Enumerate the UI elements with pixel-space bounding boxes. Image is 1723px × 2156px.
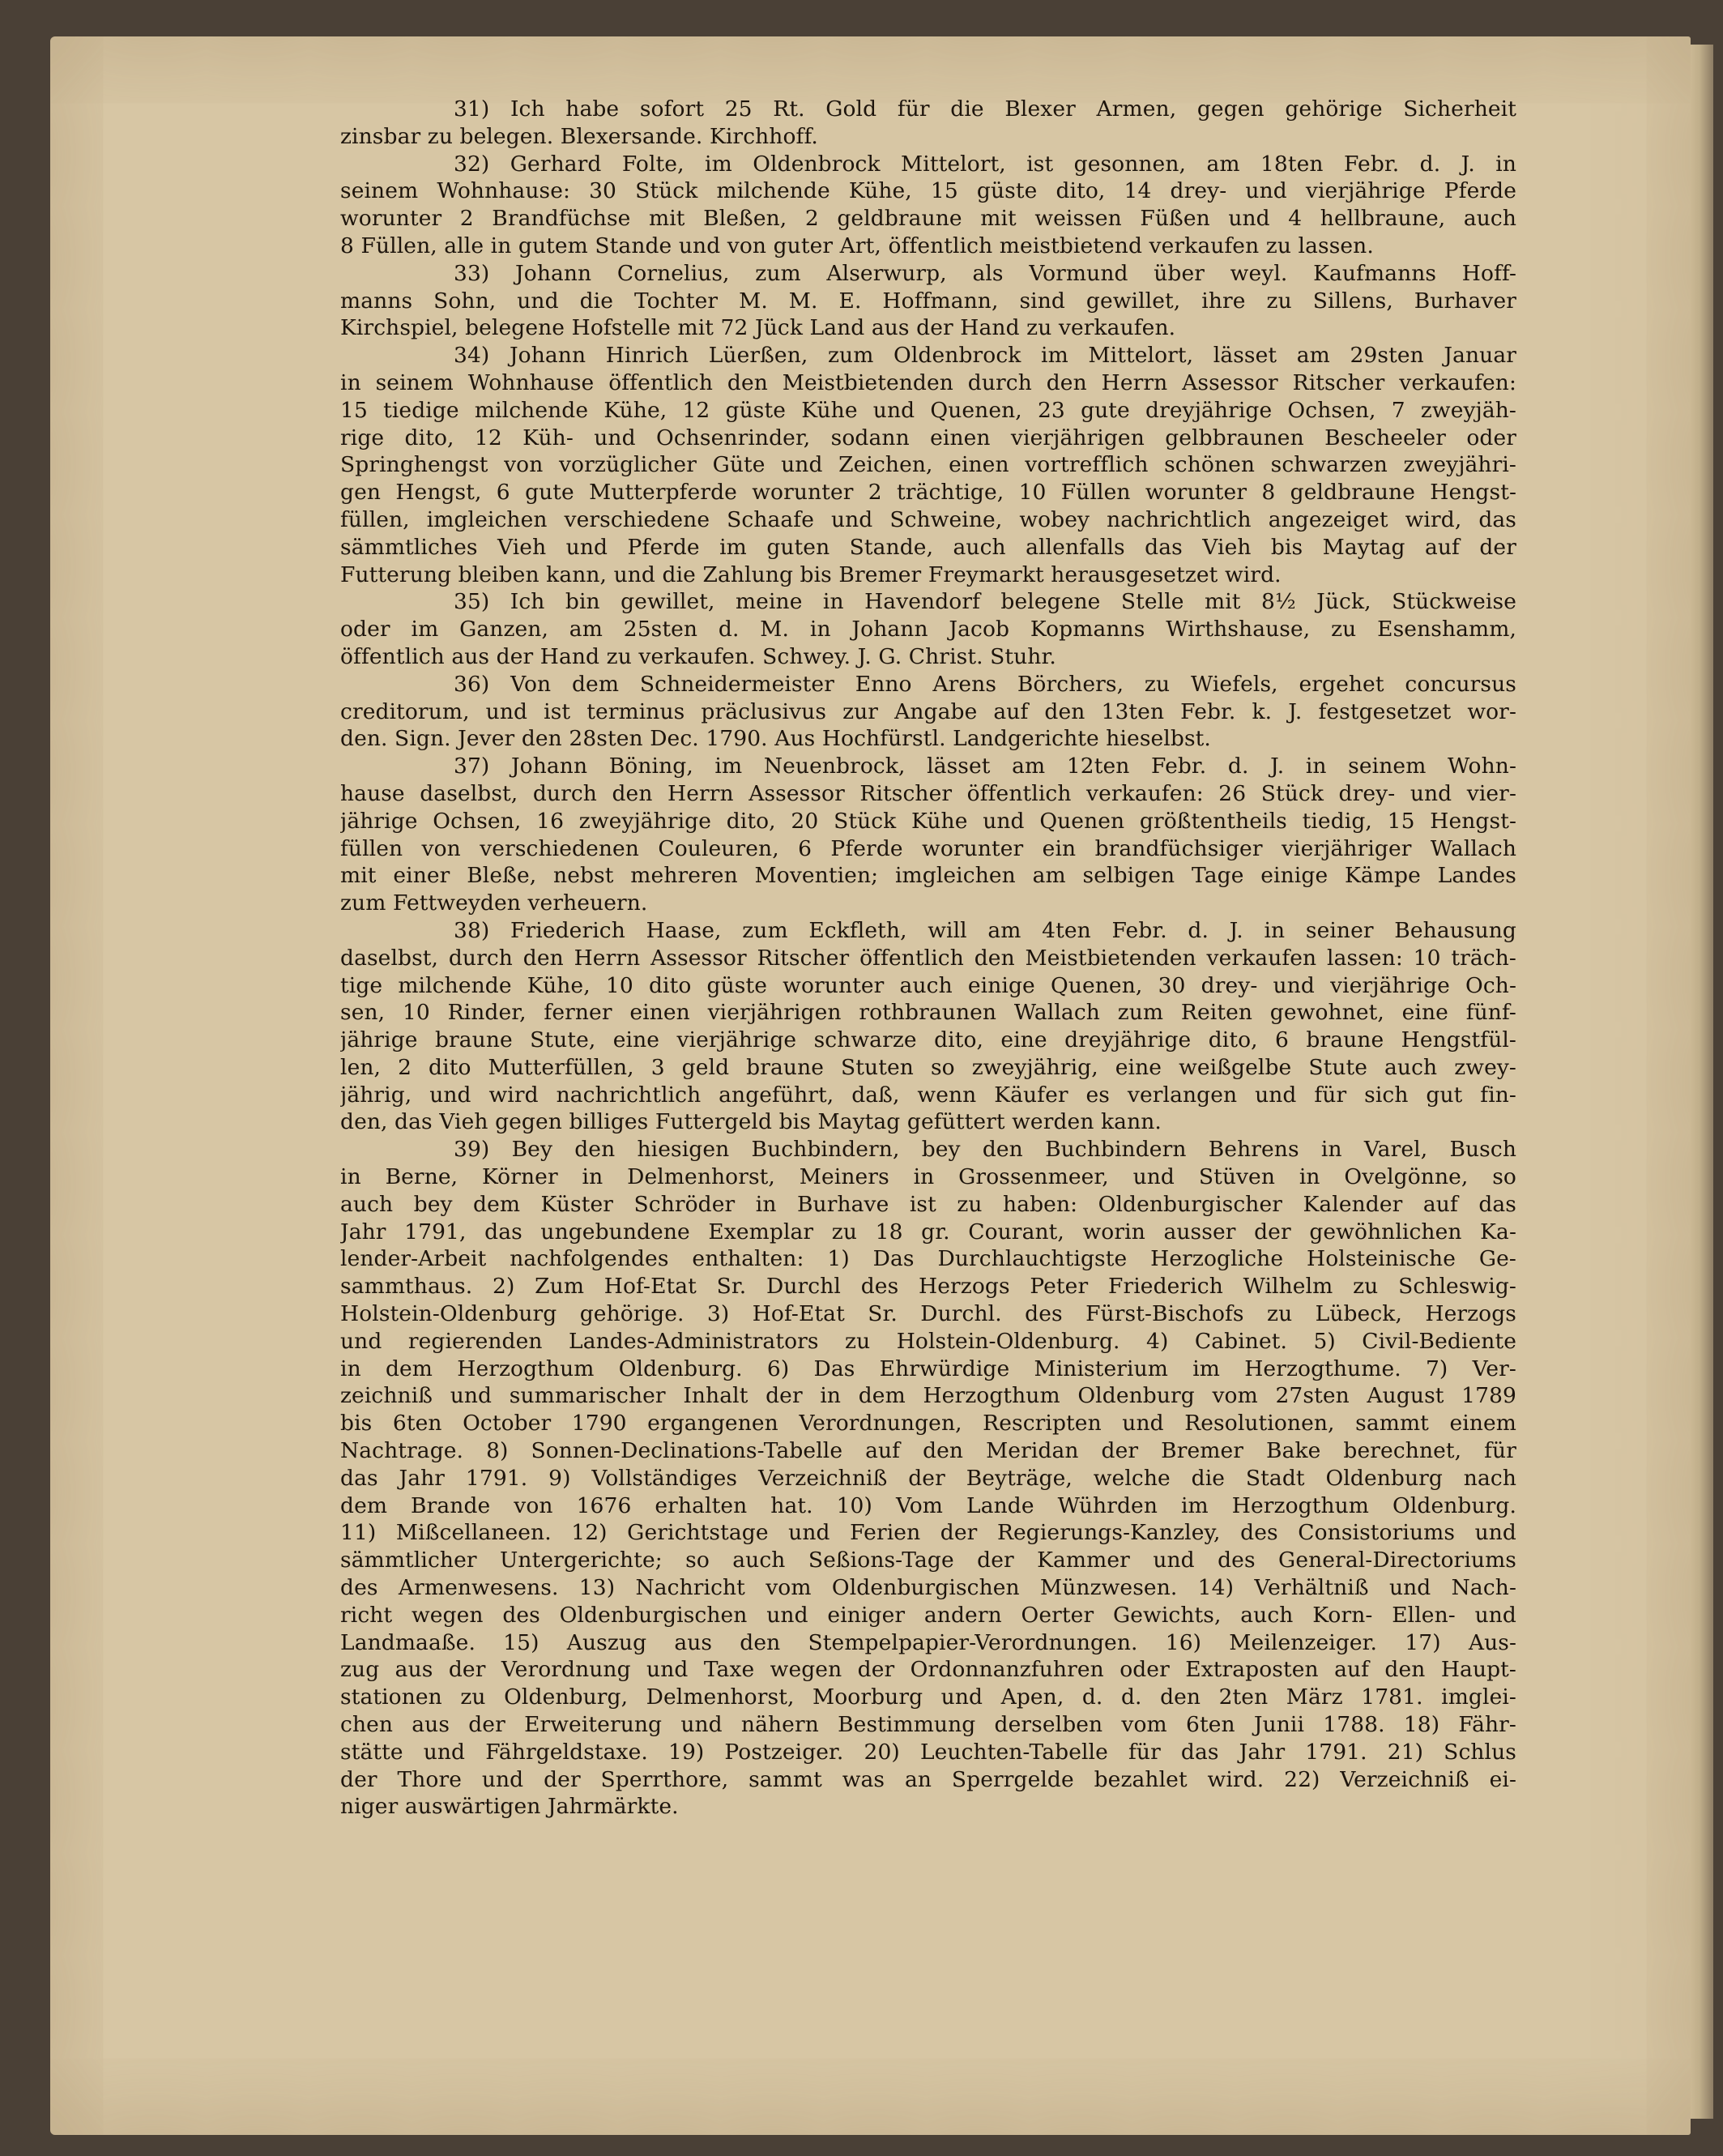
document-text — [340, 96, 1516, 1821]
text-line: gen Hengst, 6 gute Mutterpferde worunter 2 trächtige, 10 Füllen worunter 8 geldbraune Hengst- — [340, 480, 1516, 506]
text-line: 37) Johann Böning, im Neuenbrock, lässet am 12ten Febr. d. J. in seinem Wohn- — [454, 754, 1516, 779]
text-line: sämmtliches Vieh und Pferde im guten Stande, auch allenfalls das Vieh bis Maytag auf der — [340, 534, 1516, 560]
text-line: sen, 10 Rinder, ferner einen vierjährigen rothbraunen Wallach zum Reiten gewohnet, eine fünf- — [340, 1000, 1516, 1026]
text-line: sämmtlicher Untergerichte; so auch Seßions-Tage der Kammer und des General-Directoriums — [340, 1548, 1516, 1573]
text-line: jährige braune Stute, eine vierjährige schwarze dito, eine dreyjährige dito, 6 braune Hengstfül- — [340, 1027, 1516, 1053]
text-line: in dem Herzogthum Oldenburg. 6) Das Ehrwürdige Ministerium im Herzogthume. 7) Ver- — [340, 1356, 1516, 1381]
text-line: 36) Von dem Schneidermeister Enno Arens Börchers, zu Wiefels, ergehet concursus — [454, 671, 1516, 697]
text-line: das Jahr 1791. 9) Vollständiges Verzeichniß der Beyträge, welche die Stadt Oldenburg nach — [340, 1465, 1516, 1491]
text-line: Landmaaße. 15) Auszug aus den Stempelpapier-Verordnungen. 16) Meilenzeiger. 17) Aus- — [340, 1629, 1516, 1655]
text-line: füllen von verschiedenen Couleuren, 6 Pferde worunter ein brandfüchsiger vierjähriger Wallach — [340, 835, 1516, 861]
text-line: rige dito, 12 Küh- und Ochsenrinder, sodann einen vierjährigen gelbbraunen Bescheeler oder — [340, 425, 1516, 450]
text-line: 35) Ich bin gewillet, meine in Havendorf belegene Stelle mit 8½ Jück, Stückweise — [454, 589, 1516, 615]
text-line: 8 Füllen, alle in gutem Stande und von guter Art, öffentlich meistbietend verkaufen zu lassen. — [340, 233, 1374, 258]
text-line: in seinem Wohnhause öffentlich den Meistbietenden durch den Herrn Assessor Ritscher verkaufen: — [340, 369, 1516, 395]
text-line: zeichniß und summarischer Inhalt der in dem Herzogthum Oldenburg vom 27sten August 1789 — [340, 1383, 1516, 1409]
text-line: den. Sign. Jever den 28sten Dec. 1790. Aus Hochfürstl. Landgerichte hieselbst. — [340, 726, 1211, 752]
text-line: des Armenwesens. 13) Nachricht vom Oldenburgischen Münzwesen. 14) Verhältniß und Nach- — [340, 1575, 1516, 1601]
text-line: Holstein-Oldenburg gehörige. 3) Hof-Etat Sr. Durchl. des Fürst-Bischofs zu Lübeck, Herzogs — [340, 1301, 1516, 1327]
text-line: Futterung bleiben kann, und die Zahlung bis Bremer Freymarkt herausgesetzet wird. — [340, 561, 1282, 587]
text-line: lender-Arbeit nachfolgendes enthalten: 1) Das Durchlauchtigste Herzogliche Holsteinische Ge- — [340, 1246, 1516, 1272]
text-line: len, 2 dito Mutterfüllen, 3 geld braune Stuten so zweyjährig, eine weißgelbe Stute auch zwey- — [340, 1054, 1516, 1080]
text-line: 15 tiedige milchende Kühe, 12 güste Kühe und Quenen, 23 gute dreyjährige Ochsen, 7 zweyjäh- — [340, 397, 1516, 423]
text-line: und regierenden Landes-Administrators zu Holstein-Oldenburg. 4) Cabinet. 5) Civil-Bediente — [340, 1328, 1516, 1354]
text-line: 31) Ich habe sofort 25 Rt. Gold für die Blexer Armen, gegen gehörige Sicherheit — [454, 96, 1516, 122]
text-line: chen aus der Erweiterung und nähern Bestimmung derselben vom 6ten Junii 1788. 18) Fähr- — [340, 1712, 1516, 1738]
text-line: sammthaus. 2) Zum Hof-Etat Sr. Durchl des Herzogs Peter Friederich Wilhelm zu Schleswig- — [340, 1274, 1516, 1300]
text-line: zum Fettweyden verheuern. — [340, 890, 648, 916]
text-line: tige milchende Kühe, 10 dito güste worunter auch einige Quenen, 30 drey- und vierjährige Och- — [340, 972, 1516, 998]
text-line: stationen zu Oldenburg, Delmenhorst, Moorburg und Apen, d. d. den 2ten März 1781. imglei- — [340, 1684, 1516, 1710]
text-line: der Thore und der Sperrthore, sammt was an Sperrgelde bezahlet wird. 22) Verzeichniß ei- — [340, 1766, 1516, 1792]
text-line: dem Brande von 1676 erhalten hat. 10) Vom Lande Wührden im Herzogthum Oldenburg. — [340, 1492, 1516, 1518]
text-line: 33) Johann Cornelius, zum Alserwurp, als Vormund über weyl. Kaufmanns Hoff- — [454, 260, 1516, 286]
text-line: daselbst, durch den Herrn Assessor Ritscher öffentlich den Meistbietenden verkaufen lassen: 10 träch- — [340, 945, 1516, 971]
text-line: 34) Johann Hinrich Lüerßen, zum Oldenbrock im Mittelort, lässet am 29sten Januar — [454, 343, 1516, 369]
text-line: worunter 2 Brandfüchse mit Bleßen, 2 geldbraune mit weissen Füßen und 4 hellbraune, auch — [340, 206, 1516, 232]
text-line: oder im Ganzen, am 25sten d. M. in Johann Jacob Kopmanns Wirthshause, zu Esenshamm, — [340, 617, 1516, 643]
text-line: jährige Ochsen, 16 zweyjährige dito, 20 Stück Kühe und Quenen größtentheils tiedig, 15 Hengst- — [340, 808, 1516, 834]
text-line: öffentlich aus der Hand zu verkaufen. Schwey. J. G. Christ. Stuhr. — [340, 643, 1056, 669]
text-line: Kirchspiel, belegene Hofstelle mit 72 Jück Land aus der Hand zu verkaufen. — [340, 315, 1176, 341]
text-line: jährig, und wird nachrichtlich angeführt, daß, wenn Käufer es verlangen und für sich gut fin- — [340, 1082, 1516, 1108]
text-line: seinem Wohnhause: 30 Stück milchende Kühe, 15 güste dito, 14 drey- und vierjährige Pferde — [340, 178, 1516, 204]
text-line: Springhengst von vorzüglicher Güte und Zeichen, einen vortrefflich schönen schwarzen zweyjähri- — [340, 452, 1516, 478]
text-line: den, das Vieh gegen billiges Futtergeld bis Maytag gefüttert werden kann. — [340, 1109, 1162, 1135]
text-line: zinsbar zu belegen. Blexersande. Kirchhoff. — [340, 123, 818, 149]
text-line: stätte und Fährgeldstaxe. 19) Postzeiger. 20) Leuchten-Tabelle für das Jahr 1791. 21) Schlus — [340, 1739, 1516, 1765]
text-line: bis 6ten October 1790 ergangenen Verordnungen, Rescripten und Resolutionen, sammt einem — [340, 1411, 1516, 1437]
text-line: Jahr 1791, das ungebundene Exemplar zu 18 gr. Courant, worin ausser der gewöhnlichen Ka- — [340, 1219, 1516, 1245]
text-line: manns Sohn, und die Tochter M. M. E. Hoffmann, sind gewillet, ihre zu Sillens, Burhaver — [340, 288, 1516, 314]
text-line: auch bey dem Küster Schröder in Burhave ist zu haben: Oldenburgischer Kalender auf das — [340, 1191, 1516, 1217]
text-line: 11) Mißcellaneen. 12) Gerichtstage und Ferien der Regierungs-Kanzley, des Consistoriums und — [340, 1520, 1516, 1546]
text-line: in Berne, Körner in Delmenhorst, Meiners in Grossenmeer, und Stüven in Ovelgönne, so — [340, 1164, 1516, 1190]
text-line: Nachtrage. 8) Sonnen-Declinations-Tabelle auf den Meridan der Bremer Bake berechnet, für — [340, 1438, 1516, 1464]
page-edge — [1691, 45, 1713, 2119]
text-line: 38) Friederich Haase, zum Eckfleth, will am 4ten Febr. d. J. in seiner Behausung — [454, 917, 1516, 943]
text-line: niger auswärtigen Jahrmärkte. — [340, 1794, 679, 1820]
text-line: füllen, imgleichen verschiedene Schaafe und Schweine, wobey nachrichtlich angezeiget wird, das — [340, 506, 1516, 532]
text-line: richt wegen des Oldenburgischen und einiger andern Oerter Gewichts, auch Korn- Ellen- und — [340, 1602, 1516, 1628]
text-line: 39) Bey den hiesigen Buchbindern, bey den Buchbindern Behrens in Varel, Busch — [454, 1137, 1516, 1163]
text-line: zug aus der Verordnung und Taxe wegen der Ordonnanzfuhren oder Extraposten auf den Haupt- — [340, 1657, 1516, 1683]
text-line: mit einer Bleße, nebst mehreren Moventien; imgleichen am selbigen Tage einige Kämpe Landes — [340, 863, 1516, 889]
text-line: 32) Gerhard Folte, im Oldenbrock Mittelort, ist gesonnen, am 18ten Febr. d. J. in — [454, 151, 1516, 177]
text-line: hause daselbst, durch den Herrn Assessor Ritscher öffentlich verkaufen: 26 Stück drey- und vier- — [340, 780, 1516, 806]
text-line: creditorum, und ist terminus präclusivus zur Angabe auf den 13ten Febr. k. J. festgesetzet wor- — [340, 698, 1516, 724]
